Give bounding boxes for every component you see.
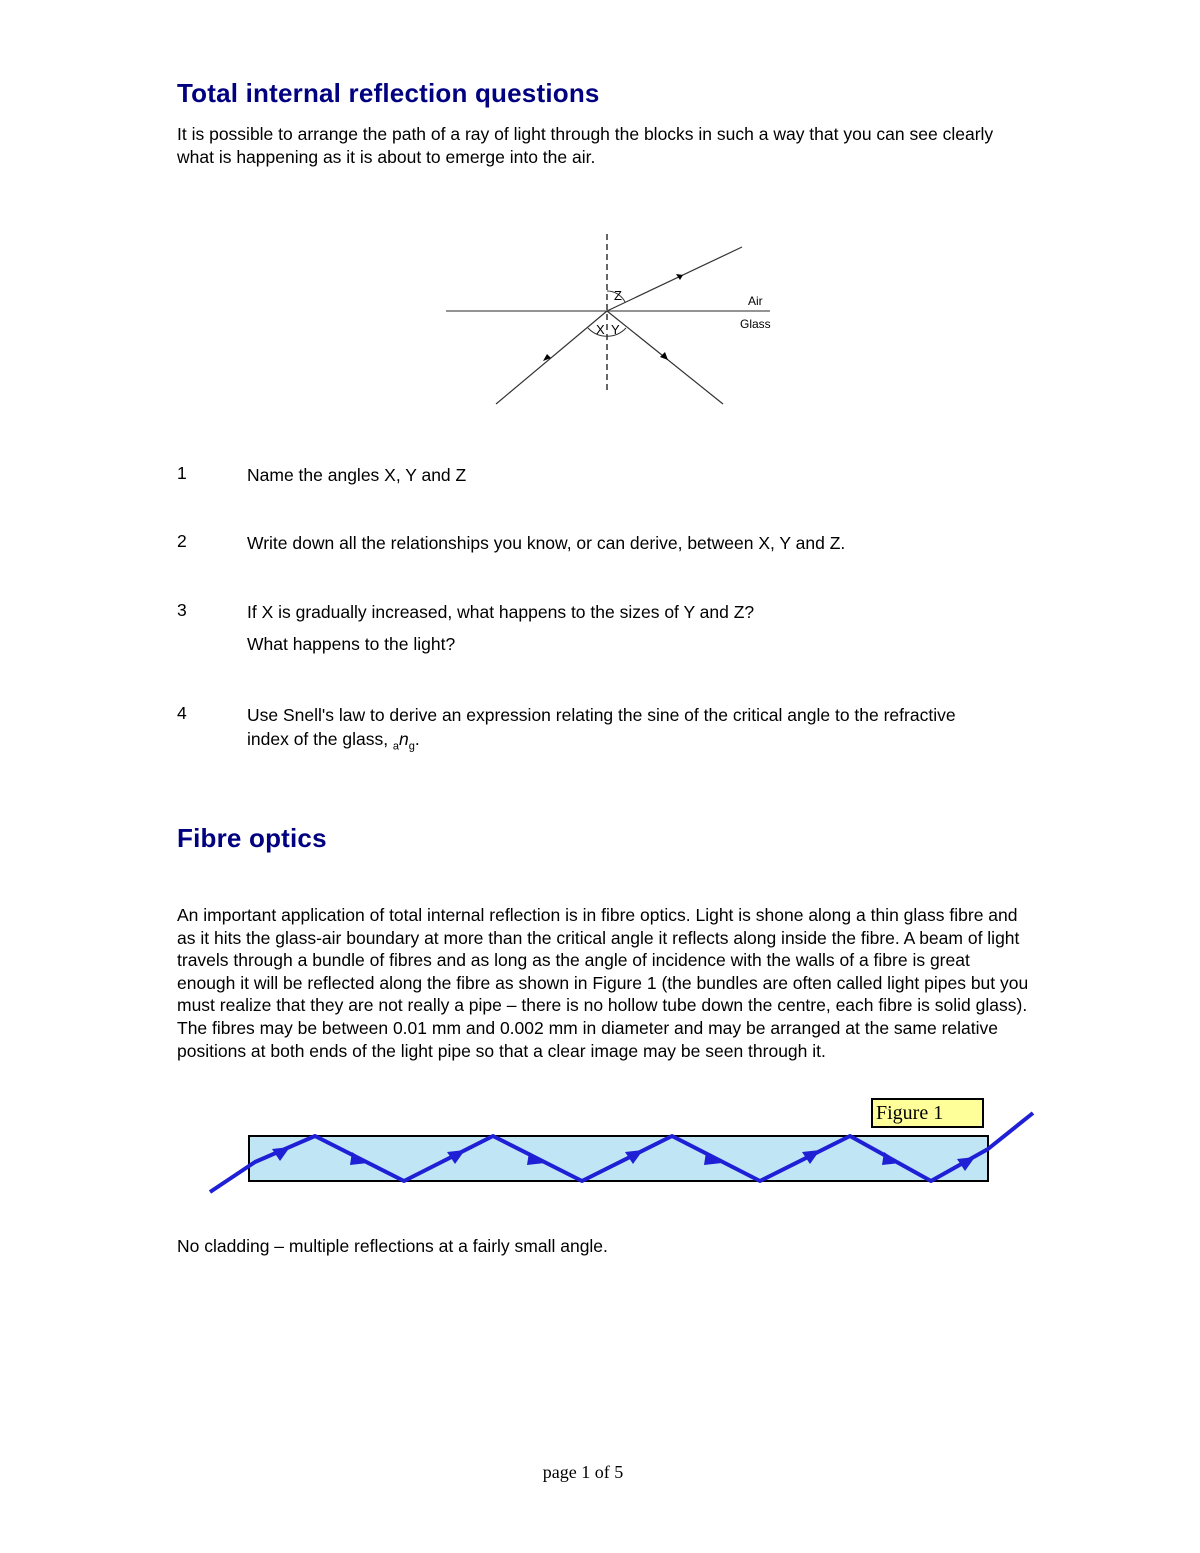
figure-caption: No cladding – multiple reflections at a fairly small angle. xyxy=(177,1236,608,1256)
angle-z-label: Z xyxy=(614,288,622,303)
fibre-paragraph: An important application of total internal reflection is in fibre optics. Light is shone along a thin glass fibre and as it hits the glass-air boundary at more than the critical angle it reflects along inside the fibre. A beam of light travels through a bundle of fibres and as long as the angle of incidence with the walls of a fibre is great enough it will be reflected along the fibre as shown in Figure 1 (the bundles are often called light pipes but you must realize that they are not really a pipe – there is no hollow tube down the centre, each fibre is solid glass). The fibres may be between 0.01 mm and 0.002 mm in diameter and may be arranged at the same relative positions at both ends of the light pipe so that a clear image may be seen through it. xyxy=(177,905,1029,1061)
refracted-arrow-icon xyxy=(676,274,683,280)
question-text xyxy=(247,703,987,759)
angle-x-label: X xyxy=(596,322,605,337)
intro-paragraph: It is possible to arrange the path of a ray of light through the blocks in such a way that you can see clearly what is happening as it is about to emerge into the air. xyxy=(177,124,994,167)
fibre-diagram xyxy=(200,1105,1045,1200)
refraction-diagram xyxy=(440,230,790,410)
question-text: Write down all the relationships you know, or can derive, between X, Y and Z. xyxy=(247,533,846,553)
question-text: Name the angles X, Y and Z xyxy=(247,465,467,485)
question-text-main: Use Snell's law to derive an expression relating the sine of the critical angle to the refractive index of the glass, xyxy=(247,705,956,749)
incident-ray xyxy=(496,311,607,404)
question-number: 4 xyxy=(177,703,187,723)
reflected-arrow-icon xyxy=(660,352,668,360)
figure-label: Figure 1 xyxy=(871,1098,984,1128)
question-number: 3 xyxy=(177,600,187,620)
question-number: 1 xyxy=(177,463,187,483)
air-label: Air xyxy=(748,294,763,308)
question-text: If X is gradually increased, what happens to the sizes of Y and Z? xyxy=(247,602,755,622)
glass-label: Glass xyxy=(740,317,771,331)
subscript-g: g xyxy=(408,740,415,753)
section-title-tir: Total internal reflection questions xyxy=(177,78,600,108)
incident-arrow-icon xyxy=(543,354,551,361)
symbol-n: n xyxy=(399,729,409,749)
question-text-line2: What happens to the light? xyxy=(247,634,456,654)
question-number: 2 xyxy=(177,531,187,551)
subscript-a: a xyxy=(392,740,400,753)
question-text-end: . xyxy=(414,729,420,749)
refracted-ray xyxy=(607,247,742,311)
section-title-fibre-optics: Fibre optics xyxy=(177,823,327,853)
page-number: page 1 of 5 xyxy=(542,1462,624,1482)
angle-y-label: Y xyxy=(611,322,620,337)
